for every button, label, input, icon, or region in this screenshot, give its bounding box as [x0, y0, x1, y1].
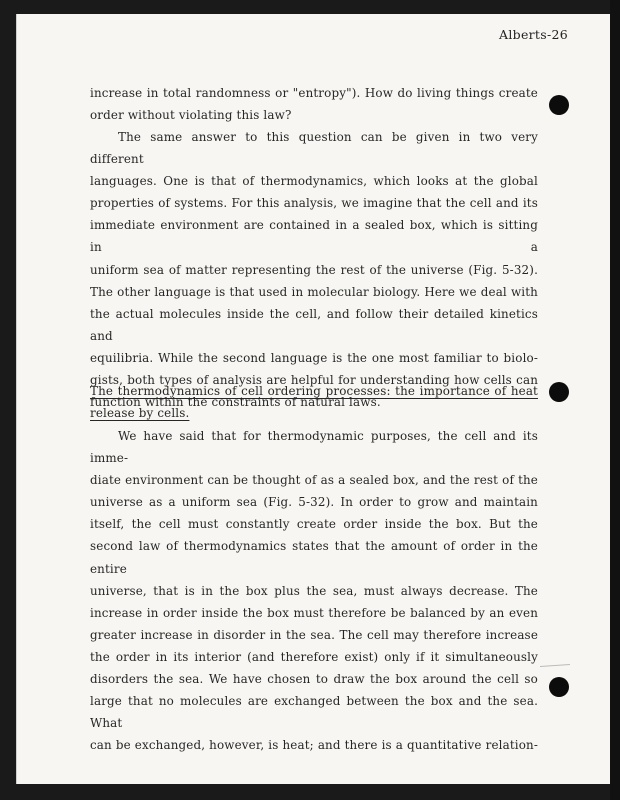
- text-line: gists, both types of analysis are helpful for understanding how cells can: [90, 373, 538, 388]
- paragraph-3: [90, 425, 538, 756]
- text-line: large that no molecules are exchanged between the box and the sea. What: [90, 694, 538, 731]
- text-line: increase in order inside the box must therefore be balanced by an even: [90, 605, 538, 620]
- text-line: uniform sea of matter representing the rest of the universe (Fig. 5-32).: [90, 262, 538, 277]
- punch-hole-bottom: [549, 677, 569, 697]
- text-line: languages. One is that of thermodynamics, which looks at the global: [90, 174, 538, 189]
- heading-text-1: The thermodynamics of cell ordering processes: the importance of heat: [90, 384, 538, 398]
- text-line: order without violating this law?: [90, 108, 292, 123]
- text-line: diate environment can be thought of as a sealed box, and the rest of the: [90, 473, 538, 488]
- text-line: equilibria. While the second language is the one most familiar to biolo-: [90, 350, 538, 365]
- text-line: itself, the cell must constantly create order inside the box. But the: [90, 517, 538, 532]
- section-heading-line: [90, 402, 538, 424]
- text-line: properties of systems. For this analysis, we imagine that the cell and its: [90, 196, 538, 211]
- section-heading: [90, 380, 538, 424]
- page-label: Alberts-26: [499, 27, 568, 42]
- punch-hole-top: [549, 95, 569, 115]
- text-line: immediate environment are contained in a sealed box, which is sitting in a: [90, 218, 538, 255]
- punch-hole-middle: [549, 382, 569, 402]
- heading-text-2: release by cells.: [90, 406, 190, 421]
- text-line: can be exchanged, however, is heat; and there is a quantitative relation-: [90, 738, 538, 753]
- text-line: the actual molecules inside the cell, and follow their detailed kinetics and: [90, 306, 538, 343]
- paragraph-2: [90, 126, 538, 413]
- text-line: universe, that is in the box plus the sea, must always decrease. The: [90, 583, 538, 598]
- text-line: second law of thermodynamics states that the amount of order in the entire: [90, 539, 538, 576]
- text-line: disorders the sea. We have chosen to draw the box around the cell so: [90, 672, 538, 687]
- text-line: greater increase in disorder in the sea. The cell may therefore increase: [90, 627, 538, 642]
- text-line: The same answer to this question can be given in two very different: [90, 130, 538, 167]
- text-line: We have said that for thermodynamic purposes, the cell and its imme-: [90, 429, 538, 466]
- text-line: universe as a uniform sea (Fig. 5-32). In order to grow and maintain: [90, 495, 538, 510]
- scanner-edge: [610, 0, 620, 800]
- text-line: function within the constraints of natural laws.: [90, 395, 381, 410]
- text-line: the order in its interior (and therefore exist) only if it simultaneously: [90, 649, 538, 664]
- paragraph-1: [90, 82, 538, 126]
- section-heading-line: [90, 380, 538, 402]
- text-line: The other language is that used in molecular biology. Here we deal with: [90, 284, 538, 299]
- text-line: increase in total randomness or "entropy"). How do living things create: [90, 86, 538, 100]
